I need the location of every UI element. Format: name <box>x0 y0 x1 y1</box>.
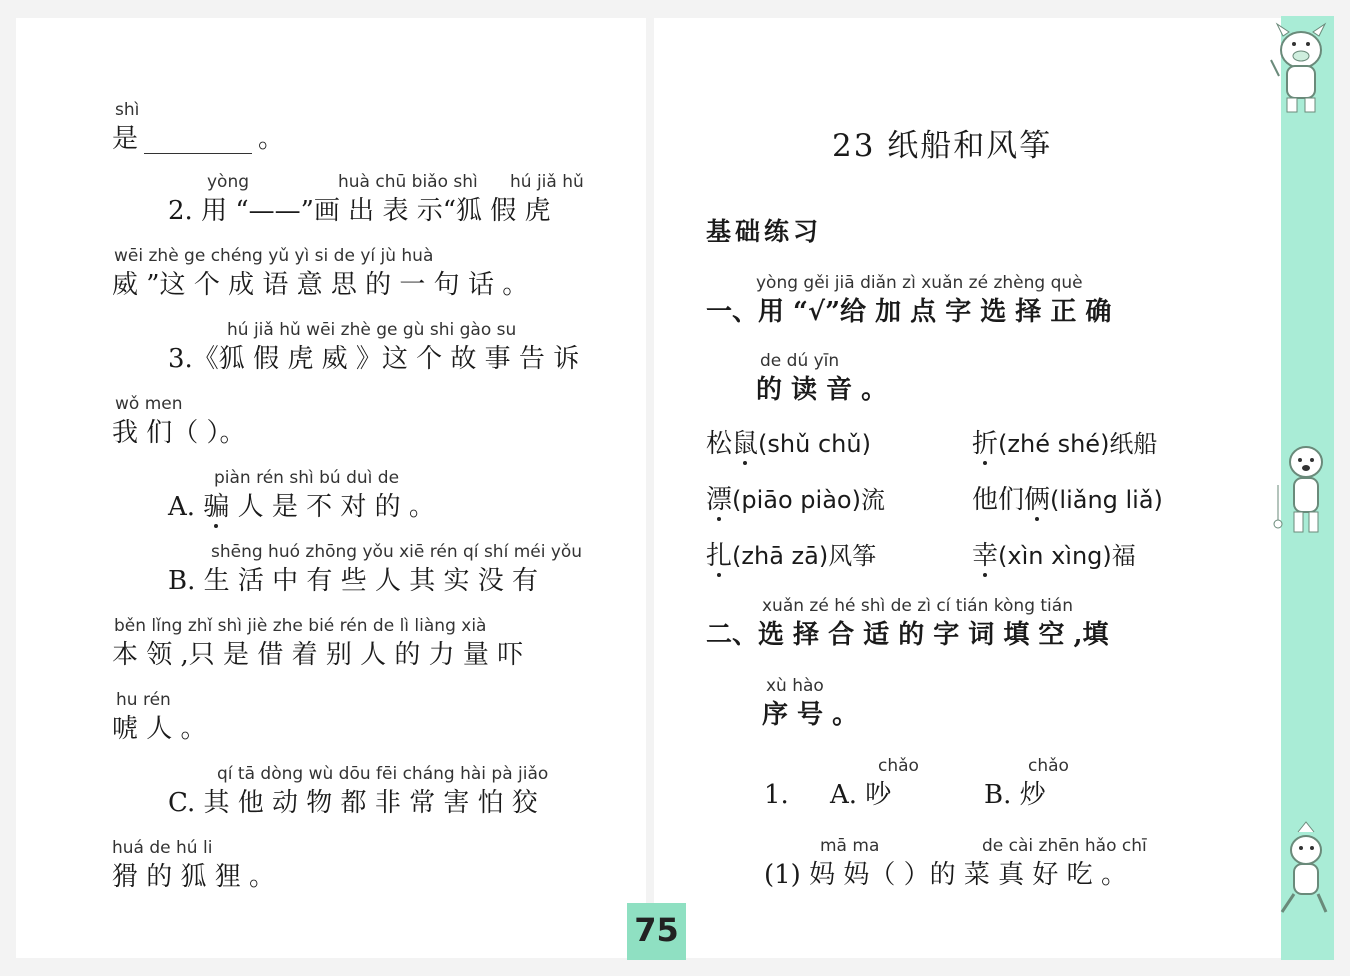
choice-item <box>972 541 1136 571</box>
option-label: A. <box>168 492 196 522</box>
hanzi: 威 ”这 个 成 语 意 思 的 一 句 话 。 <box>112 270 529 300</box>
pinyin: huà chū biǎo shì <box>338 172 478 192</box>
pinyin: shì <box>115 100 140 120</box>
hanzi: 猾 的 狐 狸 。 <box>112 862 276 892</box>
hanzi: 唬 人 。 <box>112 714 207 744</box>
choice-pinyin[interactable]: (zhé shé)纸船 <box>998 430 1158 458</box>
choice-pinyin[interactable]: (xìn xìng)福 <box>998 542 1136 570</box>
pinyin: běn lǐng zhǐ shì jiè zhe bié rén de lì liàng xià <box>114 616 487 636</box>
pinyin: shēng huó zhōng yǒu xiē rén qí shí méi yǒu <box>211 542 583 562</box>
page-number: 75 <box>634 911 679 949</box>
choice-pinyin[interactable]: (liǎng liǎ) <box>1050 486 1163 514</box>
period: 。 <box>258 124 285 154</box>
pinyin: chǎo <box>1028 756 1069 776</box>
choice-pinyin[interactable]: (zhā zā)风筝 <box>732 542 877 570</box>
hanzi <box>112 124 284 154</box>
option-b: B. 炒 <box>984 780 1046 810</box>
exercise-2-line-1 <box>0 596 1350 676</box>
dotted-char: 漂 <box>706 485 733 515</box>
pinyin: huá de hú li <box>112 838 213 858</box>
choice-pinyin[interactable]: (shǔ chǔ) <box>758 430 871 458</box>
exercise-1-line-1 <box>0 273 1350 353</box>
hanzi: 2. 用 “——”画 出 表 示“狐 假 虎 <box>168 196 551 226</box>
dotted-char: 扎 <box>706 541 733 571</box>
pinyin: hu rén <box>116 690 171 710</box>
hanzi: 一、用 “√”给 加 点 字 选 择 正 确 <box>706 297 1112 327</box>
pinyin: wǒ men <box>115 394 183 414</box>
plain-char: 松 <box>706 429 733 459</box>
pinyin: de dú yīn <box>760 351 840 371</box>
exercise-2-line-2 <box>0 676 1350 756</box>
hanzi: B. 生 活 中 有 些 人 其 实 没 有 <box>168 566 539 596</box>
word-options-1 <box>0 756 1350 836</box>
hanzi-shi: 是 <box>112 124 139 154</box>
page-number-box <box>627 903 686 960</box>
hanzi: 序 号 。 <box>762 700 859 730</box>
pinyin: piàn rén shì bú duì de <box>214 468 400 488</box>
choice-row-3 <box>0 517 1350 597</box>
pinyin: yòng gěi jiā diǎn zì xuǎn zé zhèng què <box>756 273 1083 293</box>
dotted-char: 幸 <box>972 541 999 571</box>
pinyin: hú jiǎ hǔ wēi zhè ge gù shi gào su <box>227 320 517 340</box>
choice-item <box>972 485 1163 515</box>
choice-item <box>706 429 871 459</box>
dotted-char: 俩 <box>1024 485 1051 515</box>
answer-blank[interactable] <box>144 133 252 154</box>
section-heading: 基础练习 <box>706 217 823 246</box>
choice-item <box>706 541 876 571</box>
choice-item <box>972 429 1157 459</box>
pinyin: xuǎn zé hé shì de zì cí tián kòng tián <box>762 596 1073 616</box>
hanzi: 3.《狐 假 虎 威 》这 个 故 事 告 诉 <box>168 344 580 374</box>
line-shi <box>0 100 1350 180</box>
dotted-char: 鼠 <box>732 429 759 459</box>
pinyin: yòng <box>207 172 250 192</box>
hanzi: 的 读 音 。 <box>756 375 888 405</box>
hanzi: 本 领 ,只 是 借 着 别 人 的 力 量 吓 <box>112 640 524 670</box>
hanzi: (1) 妈 妈（ ）的 菜 真 好 吃 。 <box>764 860 1127 890</box>
pinyin: wēi zhè ge chéng yǔ yì si de yí jù huà <box>114 246 434 266</box>
hanzi: 我 们（ ）。 <box>112 418 246 448</box>
dotted-char: 骗 <box>203 492 230 522</box>
option-text: 人 是 不 对 的 。 <box>237 492 435 522</box>
plain-char: 他们 <box>972 485 1025 515</box>
pinyin: hú jiǎ hǔ <box>510 172 584 192</box>
pinyin: xù hào <box>766 676 824 696</box>
choice-pinyin[interactable]: (piāo piào)流 <box>732 486 885 514</box>
hanzi: C. 其 他 动 物 都 非 常 害 怕 狡 <box>168 788 538 818</box>
pinyin: de cài zhēn hǎo chī <box>982 836 1147 856</box>
dotted-char: 折 <box>972 429 999 459</box>
pinyin: qí tā dòng wù dōu fēi cháng hài pà jiǎo <box>217 764 549 784</box>
choice-item <box>706 485 885 515</box>
hanzi: 二、选 择 合 适 的 字 词 填 空 ,填 <box>706 620 1109 650</box>
pinyin: chǎo <box>878 756 919 776</box>
lesson-title: 23 纸船和风筝 <box>832 128 1053 164</box>
question-2-line-1 <box>0 172 1350 252</box>
item-number: 1. <box>764 780 789 810</box>
pinyin: mā ma <box>820 836 880 856</box>
option-a: A. 吵 <box>830 780 892 810</box>
